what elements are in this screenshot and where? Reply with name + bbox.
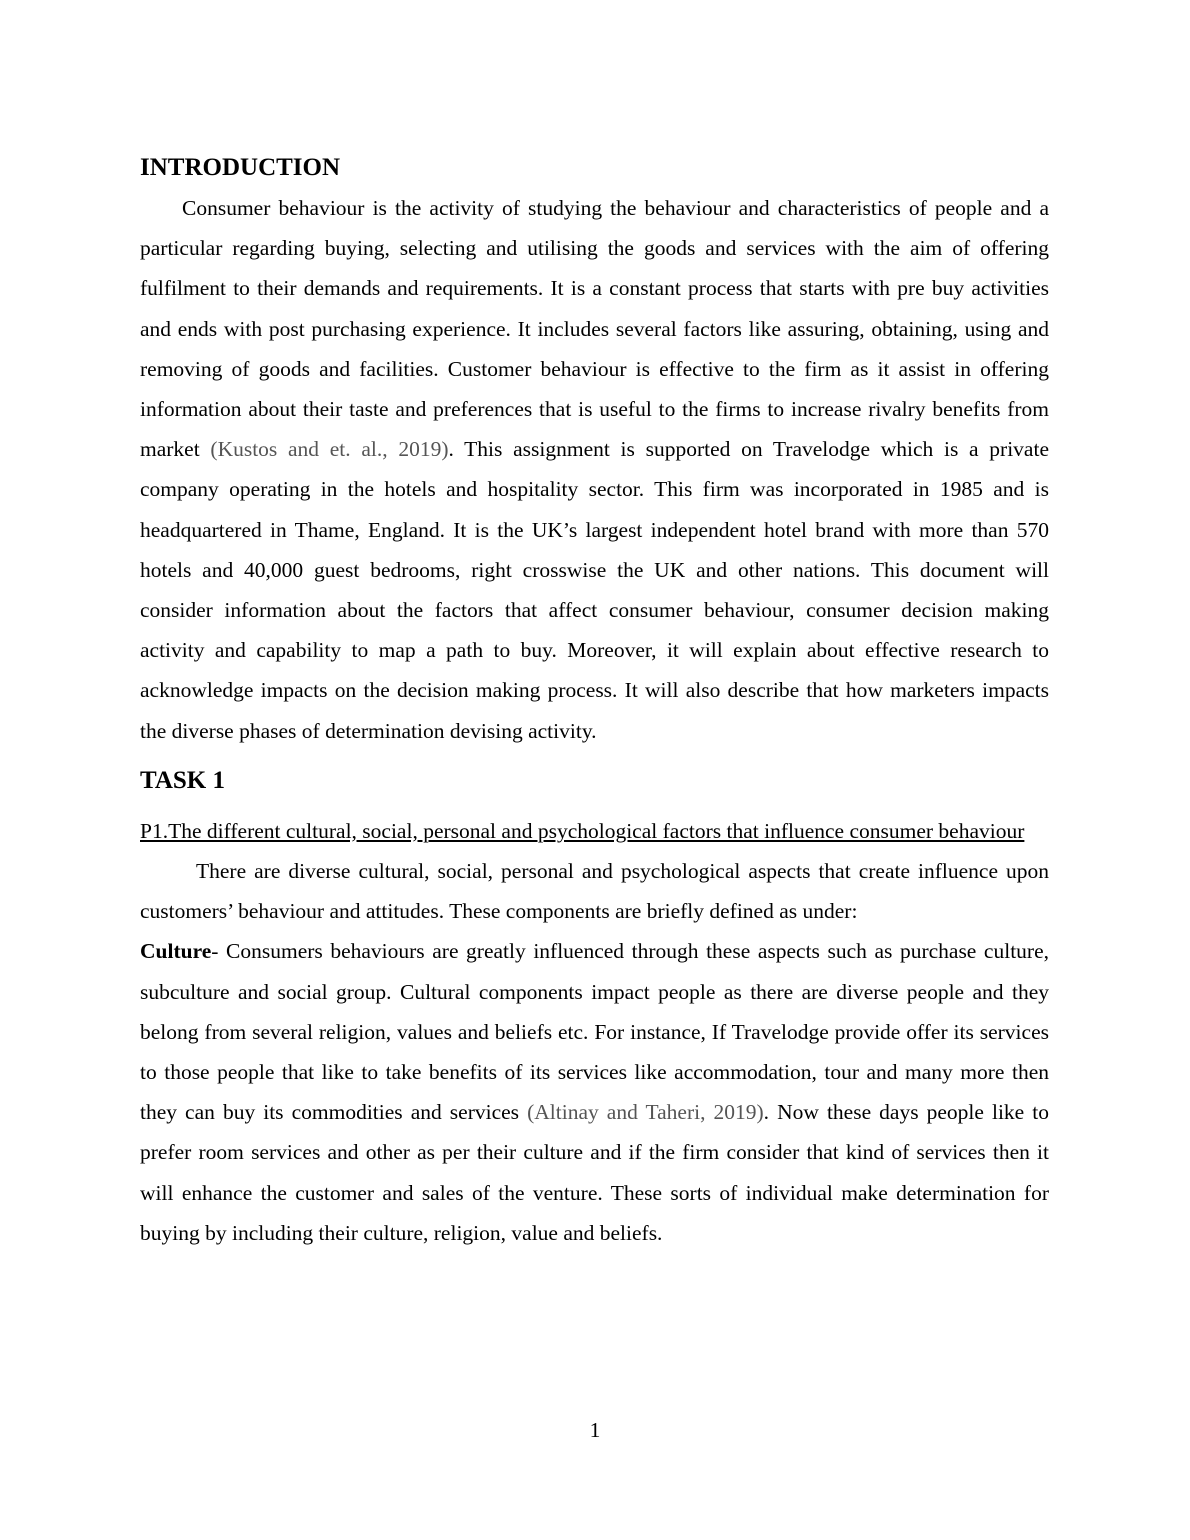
culture-paragraph <box>140 931 1049 1253</box>
task1-heading: TASK 1 <box>140 766 225 794</box>
culture-text-part-1: - Consumers behaviours are greatly influenced through these aspects such as purchase culture, subculture and social group. Cultural components impact people as there are diverse people and they belong from several religion, values and beliefs etc. For instance, If Travelodge provide offer its services to those people that like to take benefits of its services like accommodation, tour and many more then they can buy its commodities and services <box>140 939 1049 1125</box>
intro-heading: INTRODUCTION <box>140 154 341 181</box>
intro-text-part-1: Consumer behaviour is the activity of studying the behaviour and characteristics of people and a particular regarding buying, selecting and utilising the goods and services with the aim of offering fulfilment to their demands and requirements. It is a constant process that starts with pre buy activities and ends with post purchasing experience. It includes several factors like assuring, obtaining, using and removing of goods and facilities. Customer behaviour is effective to the firm as it assist in offering information about their taste and preferences that is useful to the firms to increase rivalry benefits from market <box>140 196 1049 462</box>
page-number: 1 <box>589 1418 601 1442</box>
intro-citation: (Kustos and et. al., 2019) <box>210 437 449 462</box>
culture-label: Culture <box>140 939 212 964</box>
intro-paragraph <box>140 188 1049 751</box>
document-page <box>140 148 1049 1253</box>
culture-citation: (Altinay and Taheri, 2019) <box>527 1100 764 1125</box>
task1-intro-paragraph: There are diverse cultural, social, personal and psychological aspects that create influence upon customers’ behaviour and attitudes. These components are briefly defined as under: <box>140 859 1049 924</box>
p1-subheading: P1.The different cultural, social, personal and psychological factors that influence consumer behaviour <box>140 818 1025 843</box>
intro-text-part-2: . This assignment is supported on Travelodge which is a private company operating in the hotels and hospitality sector. This firm was incorporated in 1985 and is headquartered in Thame, England. It is the UK’s largest independent hotel brand with more than 570 hotels and 40,000 guest bedrooms, right crosswise the UK and other nations. This document will consider information about the factors that affect consumer behaviour, consumer decision making activity and capability to map a path to buy. Moreover, it will explain about effective research to acknowledge impacts on the decision making process. It will also describe that how marketers impacts the diverse phases of determination devising activity. <box>140 437 1049 743</box>
culture-text-part-2: . Now these days people like to prefer room services and other as per their culture and if the firm consider that kind of services then it will enhance the customer and sales of the venture. These sorts of individual make determination for buying by including their culture, religion, value and beliefs. <box>140 1100 1049 1245</box>
